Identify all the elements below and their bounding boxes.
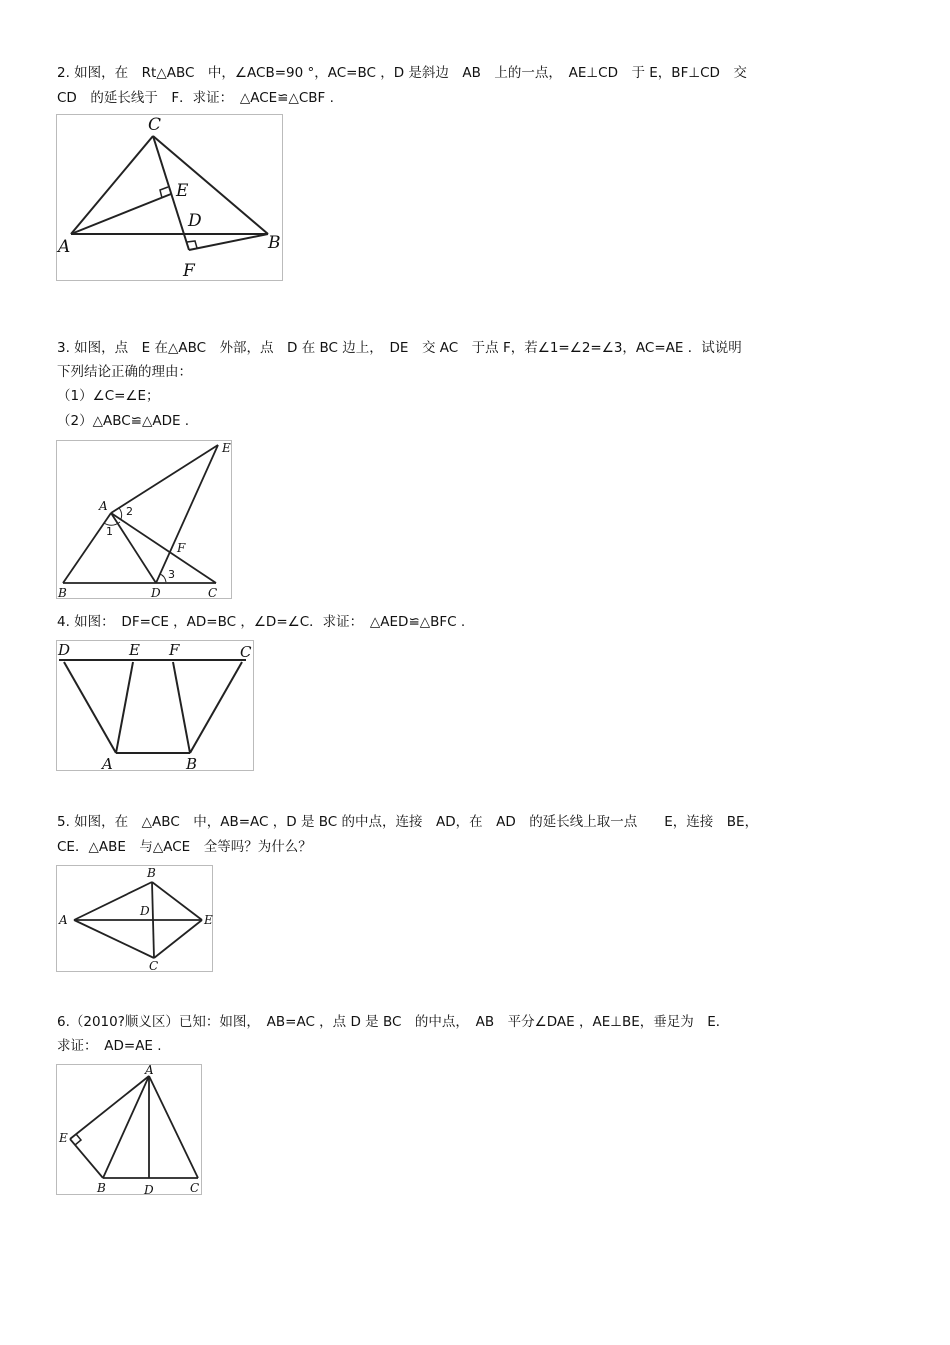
label-B: B [147,866,156,880]
problem-3-line-4: （2）△ABC≌△ADE . [57,413,190,429]
label-D: D [140,904,150,918]
problem-3-figure [56,440,236,600]
problem-5-line-1: 5. 如图，在 △ABC 中，AB=AC ，D 是 BC 的中点，连接 AD，在 AD 的延长线上取一点 E，连接 BE， [57,814,759,830]
label-C: C [149,959,159,973]
label-A: A [102,755,113,772]
label-E: E [59,1131,68,1145]
label-E: E [129,641,140,659]
label-B: B [58,586,67,600]
label-angle-3: 3 [168,568,175,581]
label-E: E [222,441,231,455]
problem-3-line-2: 下列结论正确的理由： [57,364,192,380]
problem-3-line-3: （1）∠C=∠E； [57,388,160,404]
problem-2-line-2: CD 的延长线于 F．求证： △ACE≌△CBF . [57,90,334,106]
problem-4-figure [56,640,258,772]
label-A: A [58,237,71,257]
label-C: C [190,1181,200,1195]
problem-6-figure [56,1064,206,1196]
label-D: D [151,586,161,600]
label-A: A [99,499,108,513]
problem-5-figure [56,865,216,973]
label-B: B [186,755,198,772]
label-C: C [148,115,162,135]
label-F: F [177,541,186,555]
label-F: F [169,641,180,659]
label-D: D [144,1183,154,1196]
label-C: C [208,586,218,600]
label-A: A [59,913,68,927]
label-B: B [97,1181,106,1195]
problem-2-figure [56,114,286,282]
problem-3-line-1: 3. 如图，点 E 在△ABC 外部，点 D 在 BC 边上， DE 交 AC 于点 F，若∠1=∠2=∠3，AC=AE ．试说明 [57,340,742,356]
label-F: F [183,261,195,281]
label-D: D [58,641,71,659]
problem-2-line-1: 2. 如图，在 Rt△ABC 中，∠ACB=90 °，AC=BC ，D 是斜边 AB 上的一点， AE⊥CD 于 E，BF⊥CD 交 [57,65,747,81]
label-E: E [176,181,189,201]
problem-6-line-1: 6.（2010?顺义区）已知：如图， AB=AC ，点 D 是 BC 的中点， AB 平分∠DAE ，AE⊥BE，垂足为 E． [57,1014,730,1030]
label-angle-2: 2 [126,505,133,518]
label-D: D [188,211,202,231]
label-A: A [145,1064,154,1077]
problem-6-line-2: 求证： AD=AE . [57,1038,162,1054]
label-angle-1: 1 [106,525,113,538]
label-B: B [268,233,281,253]
problem-5-line-2: CE．△ABE 与△ACE 全等吗？为什么？ [57,839,312,855]
problem-4-line-1: 4. 如图： DF=CE ，AD=BC ，∠D=∠C．求证： △AED≌△BFC . [57,614,466,630]
label-C: C [240,643,252,661]
label-E: E [204,913,213,927]
